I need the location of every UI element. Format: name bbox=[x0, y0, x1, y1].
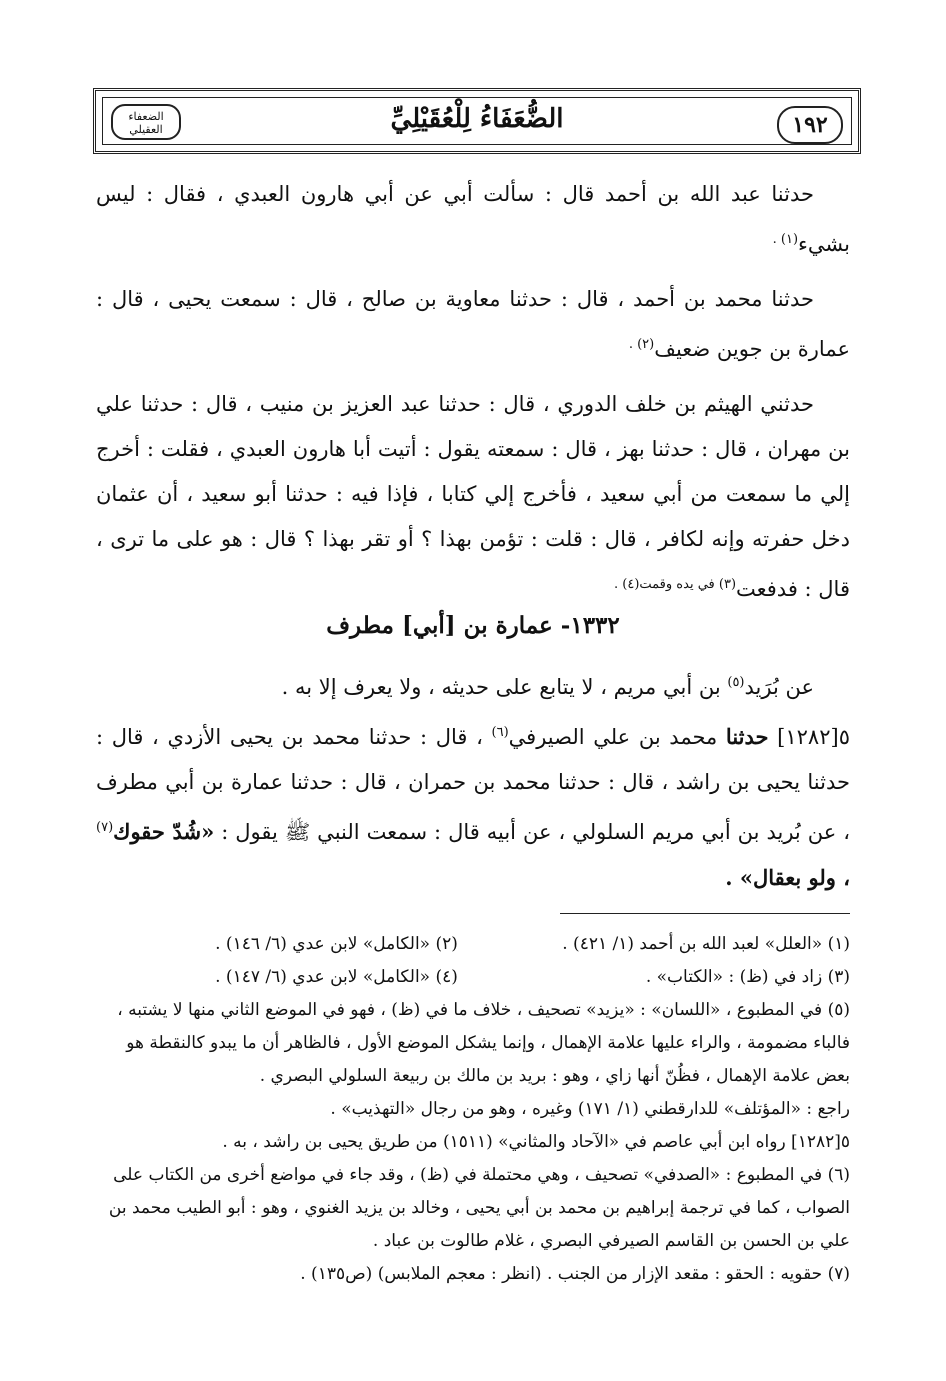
hadith-text-b: ، قال : حدثنا محمد بن يحيى الأزدي ، قال : حدثنا يحيى بن راشد ، قال : حدثنا محمد بن حمران ، قال : حدثنا عمارة بن أبي مطرف ، عن بُريد بن أبي مريم السلولي ، عن أبيه قال : سمعت النبي ﷺ يقول : bbox=[96, 725, 850, 844]
footnote-6: (٦) في المطبوع : «الصدفي» تصحيف ، وهي محتملة في (ظ) ، وقد جاء في مواضع أخرى من الكتاب على الصواب ، كما في ترجمة إبراهيم بن محمد بن أبي يحيى ، وخالد بن يزيد الغنوي ، وهو : أبو الطيب محمد بن علي بن الحسن بن القاسم الصيرفي البصري ، غلام طالوت بن عباد . bbox=[108, 1165, 850, 1251]
footnote-2: (٢) «الكامل» لابن عدي (٦/ ١٤٦) . bbox=[215, 934, 458, 954]
page-number: ١٩٢ bbox=[777, 106, 843, 144]
footnote-hadith-source: ٥[١٢٨٢] رواه ابن أبي عاصم في «الآحاد والمثاني» (١٥١١) من طريق يحيى بن راشد ، به . bbox=[222, 1132, 850, 1152]
header-seal-ornament: الضعفاء العقيلي bbox=[111, 104, 181, 140]
paragraph-1 bbox=[96, 172, 850, 267]
page-header bbox=[93, 88, 861, 154]
footnote-4: (٤) «الكامل» لابن عدي (٦/ ١٤٧) . bbox=[215, 967, 458, 987]
paragraph-2-text: حدثنا محمد بن أحمد ، قال : حدثنا معاوية بن صالح ، قال : سمعت يحيى ، قال : عمارة بن جوين ضعيف bbox=[96, 287, 850, 361]
hadith-text-a: محمد بن علي الصيرفي bbox=[508, 725, 718, 749]
header-inner-frame bbox=[102, 97, 852, 145]
footnote-1: (١) «العلل» لعبد الله بن أحمد (١/ ٤٢١) . bbox=[562, 934, 850, 954]
footnote-ref-3: (٣) في يده وقمت bbox=[639, 577, 737, 592]
hadith-quote-a: «شُدّ حقوك bbox=[113, 819, 215, 844]
footnote-3: (٣) زاد في (ظ) : «الكتاب» . bbox=[645, 967, 850, 987]
footnote-ref-4: (٤) . bbox=[614, 577, 640, 592]
paragraph-1-text: حدثنا عبد الله بن أحمد قال : سألت أبي عن أبي هارون العبدي ، فقال : ليس بشيء bbox=[96, 182, 850, 256]
footnote-5-continued: راجع : «المؤتلف» للدارقطني (١/ ١٧١) وغيره ، وهو من رجال «التهذيب» . bbox=[330, 1099, 850, 1119]
paragraph-2 bbox=[96, 277, 850, 372]
footnote-row-2 bbox=[96, 961, 850, 994]
footnotes bbox=[96, 928, 850, 1291]
entry-heading: ١٣٣٢- عمارة بن [أبي] مطرف bbox=[326, 612, 620, 639]
paragraph-3-text: حدثني الهيثم بن خلف الدوري ، قال : حدثنا عبد العزيز بن منيب ، قال : حدثنا علي بن مهران ، قال : حدثنا بهز ، قال : سمعته يقول : أتيت أبا هارون العبدي ، فقلت : أخرج إلي ما سمعت من أبي سعيد ، فأخرج إلي كتابا ، فإذا فيه : حدثنا أبو سعيد ، أن عثمان دخل حفرته وإنه لكافر ، قال : قلت : تؤمن بهذا ؟ أو تقر بهذا ؟ قال : هو على ما ترى ، قال : فدفعت bbox=[96, 392, 850, 601]
entry-desc-b: بن أبي مريم ، لا يتابع على حديثه ، ولا يعرف إلا به . bbox=[281, 675, 721, 699]
hadith-number: ٥[١٢٨٢] bbox=[777, 725, 850, 749]
hadith-opening: حدثنا bbox=[725, 724, 769, 749]
footnote-7: (٧) حقويه : الحقو : مقعد الإزار من الجنب . (انظر : معجم الملابس) (ص١٣٥) . bbox=[300, 1264, 850, 1284]
paragraph-3 bbox=[96, 382, 850, 612]
footnote-row-1 bbox=[96, 928, 850, 961]
body-paragraphs bbox=[96, 172, 850, 612]
footnote-ref-7: (٧) bbox=[96, 820, 114, 835]
footnote-ref-1: (١) . bbox=[772, 232, 799, 247]
entry-desc-a: عن بُرَيد bbox=[744, 675, 814, 699]
footnote-ref-6: (٦) bbox=[491, 725, 509, 740]
footnote-ref-2: (٢) . bbox=[628, 337, 655, 352]
hadith-paragraph bbox=[96, 710, 850, 901]
entry-description bbox=[96, 660, 850, 710]
book-title: الضُّعَفَاءُ لِلْعُقَيْلِيِّ bbox=[390, 104, 564, 134]
footnote-ref-5: (٥) bbox=[727, 675, 745, 690]
footnote-5: (٥) في المطبوع ، «اللسان» : «يزيد» تصحيف ، خلاف ما في (ظ) ، فهو في الموضع الثاني منها لا يشتبه ، فالباء مضمومة ، والراء عليها علامة الإهمال ، وإنما يشكل الموضع الأول ، فالظاهر أن ما يبدو كالنقطة هو بعض علامة الإهمال ، فظُنّ أنها زاي ، وهو : بريد بن مالك بن ربيعة السلولي البصري . bbox=[117, 1000, 850, 1086]
hadith-quote-b: ، ولو بعقال» . bbox=[725, 865, 850, 890]
footnote-separator bbox=[560, 913, 850, 914]
entry-body bbox=[96, 660, 850, 901]
